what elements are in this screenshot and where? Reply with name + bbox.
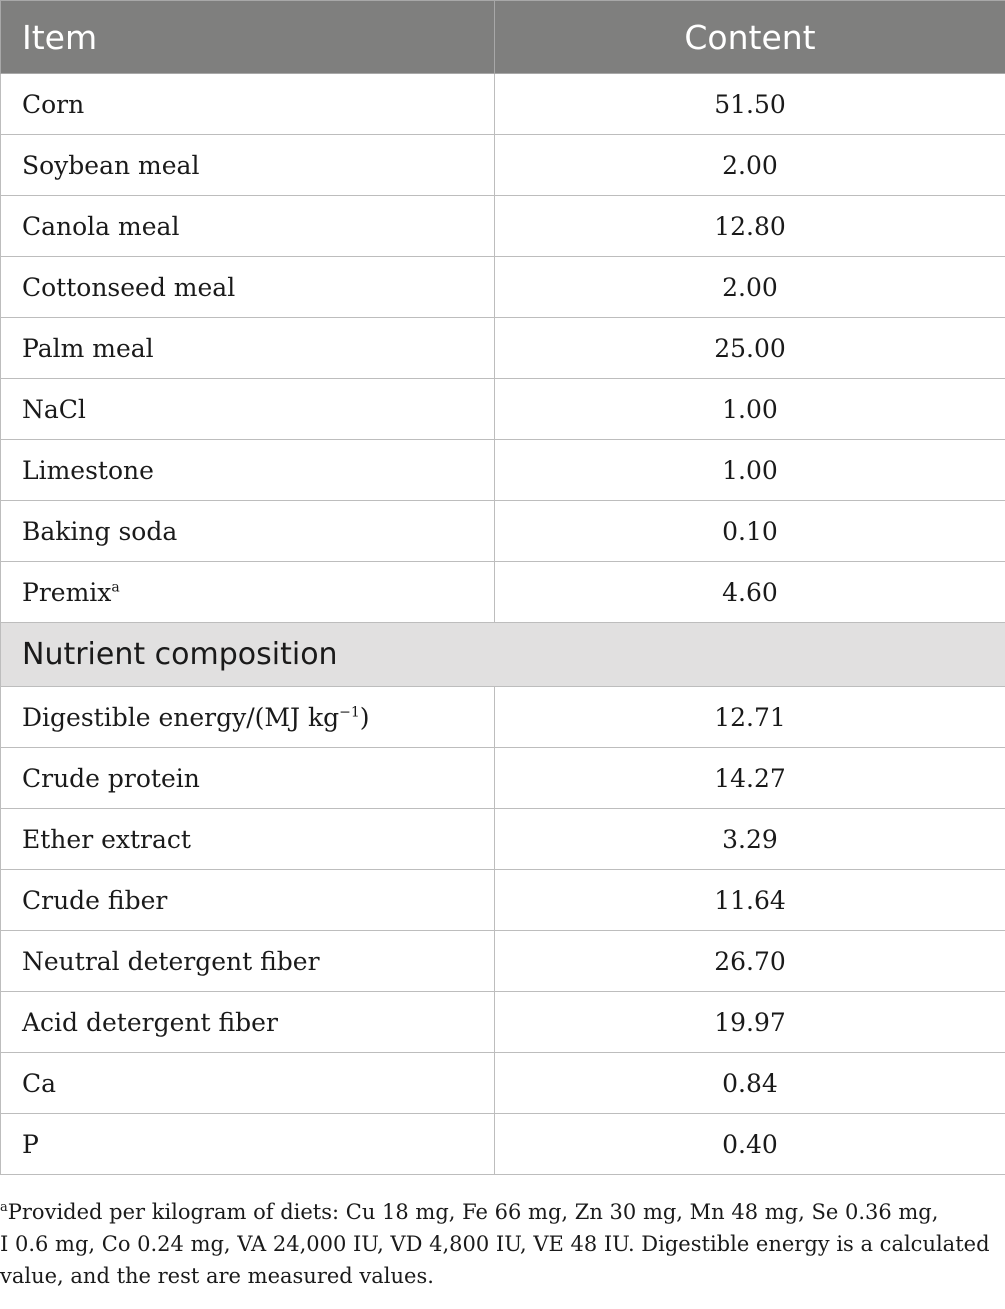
header-item: Item	[1, 1, 495, 74]
row-label: Neutral detergent fiber	[1, 931, 495, 992]
row-value: 2.00	[495, 257, 1005, 318]
row-label	[1, 687, 495, 748]
row-value: 0.40	[495, 1114, 1005, 1175]
table-row	[1, 870, 1005, 931]
footnote-mark: a	[0, 1200, 8, 1215]
table-row	[1, 748, 1005, 809]
footnote-marker: a	[111, 579, 120, 596]
row-label: Palm meal	[1, 318, 495, 379]
row-label: Canola meal	[1, 196, 495, 257]
table-row	[1, 257, 1005, 318]
footnote-line	[0, 1196, 1005, 1228]
row-value: 26.70	[495, 931, 1005, 992]
row-value: 14.27	[495, 748, 1005, 809]
table-row	[1, 687, 1005, 748]
section-header-row	[1, 623, 1005, 687]
table-row	[1, 809, 1005, 870]
header-content: Content	[495, 1, 1005, 74]
table-footnote	[0, 1196, 1005, 1292]
row-value: 3.29	[495, 809, 1005, 870]
row-label: NaCl	[1, 379, 495, 440]
table-row	[1, 562, 1005, 623]
row-label: Cottonseed meal	[1, 257, 495, 318]
row-label: Ether extract	[1, 809, 495, 870]
row-label: Limestone	[1, 440, 495, 501]
row-value: 12.80	[495, 196, 1005, 257]
row-label: Ca	[1, 1053, 495, 1114]
row-value: 19.97	[495, 992, 1005, 1053]
row-value: 12.71	[495, 687, 1005, 748]
row-label: Corn	[1, 74, 495, 135]
energy-label-prefix: Digestible energy/(MJ kg	[22, 702, 340, 732]
header-row	[1, 1, 1005, 74]
row-label: P	[1, 1114, 495, 1175]
table-row	[1, 135, 1005, 196]
row-value: 51.50	[495, 74, 1005, 135]
table-row	[1, 931, 1005, 992]
energy-unit-exponent: −1	[339, 704, 360, 721]
table-row	[1, 501, 1005, 562]
row-value: 1.00	[495, 440, 1005, 501]
row-label: Acid detergent fiber	[1, 992, 495, 1053]
table-row	[1, 318, 1005, 379]
energy-label-suffix: )	[359, 702, 370, 732]
table-row	[1, 74, 1005, 135]
row-value: 25.00	[495, 318, 1005, 379]
row-label: Crude protein	[1, 748, 495, 809]
table-row	[1, 1114, 1005, 1175]
section-title: Nutrient composition	[1, 623, 1005, 687]
row-label: Crude fiber	[1, 870, 495, 931]
row-value: 11.64	[495, 870, 1005, 931]
footnote-line: value, and the rest are measured values.	[0, 1264, 434, 1288]
row-label	[1, 562, 495, 623]
row-value: 0.10	[495, 501, 1005, 562]
row-value: 4.60	[495, 562, 1005, 623]
table-row	[1, 992, 1005, 1053]
row-value: 1.00	[495, 379, 1005, 440]
table-row	[1, 196, 1005, 257]
row-label: Soybean meal	[1, 135, 495, 196]
table-row	[1, 1053, 1005, 1114]
premix-label: Premix	[22, 577, 112, 607]
footnote-line: I 0.6 mg, Co 0.24 mg, VA 24,000 IU, VD 4,800 IU, VE 48 IU. Digestible energy is a calculated	[0, 1232, 990, 1256]
row-label: Baking soda	[1, 501, 495, 562]
table-row	[1, 440, 1005, 501]
table-row	[1, 379, 1005, 440]
row-value: 2.00	[495, 135, 1005, 196]
footnote-text-1: Provided per kilogram of diets: Cu 18 mg, Fe 66 mg, Zn 30 mg, Mn 48 mg, Se 0.36 mg,	[7, 1200, 939, 1224]
row-value: 0.84	[495, 1053, 1005, 1114]
